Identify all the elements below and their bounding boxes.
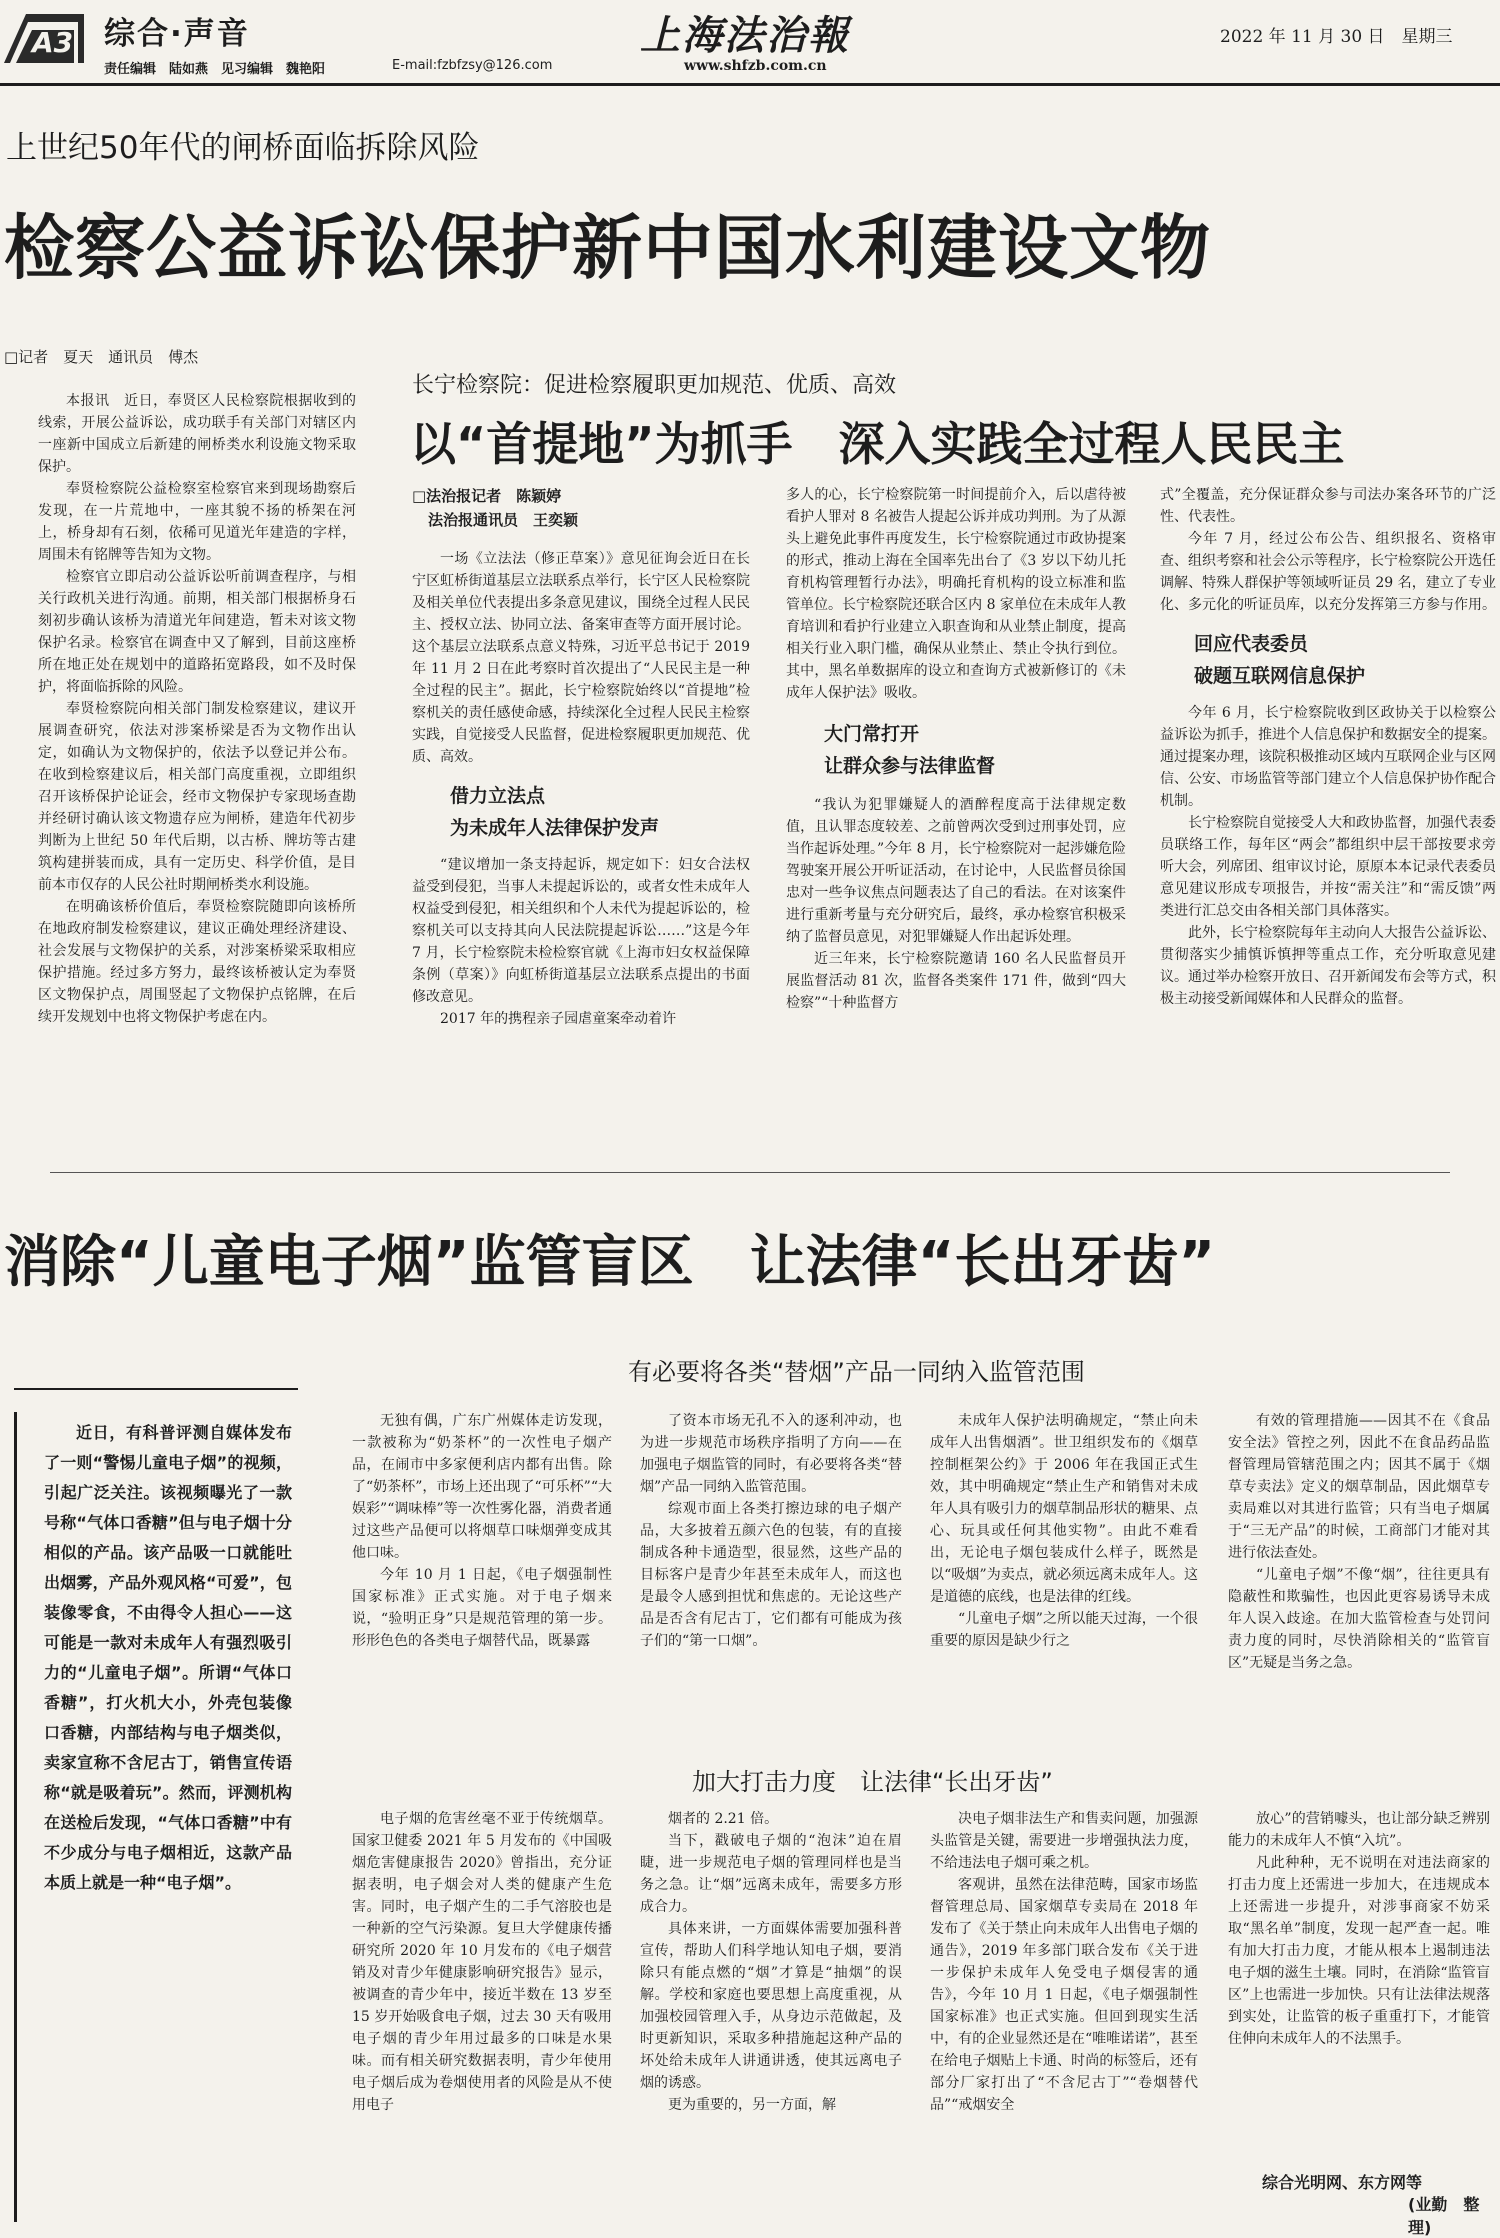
- article3-paragraph: 决电子烟非法生产和售卖问题，加强源头监管是关键，需要进一步增强执法力度，不给违法电子烟可乘之机。: [930, 1811, 1198, 1871]
- article2-column-2: [786, 484, 1126, 1178]
- page-number: A3: [32, 26, 74, 59]
- article3-paragraph: “儿童电子烟”不像“烟”，往往更具有隐蔽性和欺骗性，也因此更容易诱导未成年人误入歧途。在加大监管检查与处罚问责力度的同时，尽快消除相关的“监管盲区”无疑是当务之急。: [1228, 1567, 1490, 1671]
- article3-paragraph: 电子烟的危害丝毫不亚于传统烟草。国家卫健委 2021 年 5 月发布的《中国吸烟危害健康报告 2020》曾指出，充分证据表明，电子烟会对人类的健康产生危害。同时，电子烟产生的二手气溶胶也是一种新的空气污染源。复旦大学健康传播研究所 2020 年 10 月发布的《电子烟营销及对青少年健康影响研究报告》显示，被调查的青少年中，接近半数在 13 岁至 15 岁开始吸食电子烟，过去 30 天有吸用电子烟的青少年用过最多的口味是水果味。而有相关研究数据表明，青少年使用电子烟后成为卷烟使用者的风险是从不使用电子: [352, 1811, 612, 2113]
- article2-paragraph: 多人的心，长宁检察院第一时间提前介入，后以虐待被看护人罪对 8 名被告人提起公诉并成功判刑。为了从源头上避免此事件再度发生，长宁检察院通过市政协提案的形式，推动上海在全国率先出台了《3 岁以下幼儿托育机构管理暂行办法》，明确托育机构的设立标准和监管单位。长宁检察院还联合区内 8 家单位在未成年人教育培训和看护行业建立入职查询和从业禁止制度，提高相关行业入职门槛，确保从业禁止、禁止令执行到位。其中，黑名单数据库的设立和查询方式被新修订的《未成年人保护法》吸收。: [786, 487, 1126, 701]
- article1-kicker: 上世纪50年代的闸桥面临拆除风险: [6, 130, 480, 166]
- article3-source: 综合光明网、东方网等: [1262, 2173, 1423, 2192]
- article2-paragraph: 今年 7 月，经过公布公告、组织报名、资格审查、组织考察和社会公示等程序，长宁检察院公开选任调解、特殊人群保护等领域听证员 29 名，建立了专业化、多元化的听证员库，以充分发挥第三方参与作用。: [1160, 531, 1496, 613]
- article3-column: [1228, 1410, 1490, 1744]
- article3-paragraph: 有效的管理措施——因其不在《食品安全法》管控之列，因此不在食品药品监督管理局管辖范围之内；因其不属于《烟草专卖法》定义的烟草制品，因此烟草专卖局难以对其进行监管；只有当电子烟属于“三无产品”的时候，工商部门才能对其进行依法查处。: [1228, 1413, 1490, 1561]
- issue-date: 2022 年 11 月 30 日 星期三: [1220, 27, 1453, 47]
- article2-paragraph: 一场《立法法（修正草案）》意见征询会近日在长宁区虹桥街道基层立法联系点举行，长宁区人民检察院及相关单位代表提出多条意见建议，围绕全过程人民民主、授权立法、协同立法、备案审查等方面开展讨论。这个基层立法联系点意义特殊，习近平总书记于 2019 年 11 月 2 日在此考察时首次提出了“人民民主是一种全过程的民主”。据此，长宁检察院始终以“首提地”检察机关的责任感使命感，持续深化全过程人民民主检察实践，自觉接受人民监督，促进检察履职更加规范、优质、高效。: [412, 551, 750, 765]
- article2-paragraph: 此外，长宁检察院每年主动向人大报告公益诉讼、贯彻落实少捕慎诉慎押等重点工作，充分听取意见建议。通过举办检察开放日、召开新闻发布会等方式，积极主动接受新闻媒体和人民群众的监督。: [1160, 925, 1496, 1007]
- article2-paragraph: 长宁检察院自觉接受人大和政协监督，加强代表委员联络工作，每年区“两会”都组织中层干部按要求旁听大会，列席团、组审议讨论，原原本本记录代表委员意见建议形成专项报告，并按“需关注”和“需反馈”两类进行汇总交由各相关部门具体落实。: [1160, 815, 1496, 919]
- article2-paragraph: “建议增加一条支持起诉，规定如下：妇女合法权益受到侵犯，当事人未提起诉讼的，或者女性未成年人权益受到侵犯，相关组织和个人未代为提起诉讼的，检察机关可以支持其向人民法院提起诉讼……”这是今年 7 月，长宁检察院未检检察官就《上海市妇女权益保障条例（草案）》向虹桥街道基层立法联系点提出的书面修改意见。: [412, 857, 750, 1005]
- article3-column: [352, 1808, 612, 2226]
- section-divider: [50, 1172, 1450, 1173]
- article2-byline-reporter: □法治报记者 陈颖婷: [412, 487, 562, 505]
- article3-paragraph: 今年 10 月 1 日起，《电子烟强制性国家标准》正式实施。对于电子烟来说，“验明正身”只是规范管理的第一步。形形色色的各类电子烟替代品，既暴露: [352, 1567, 612, 1649]
- article2-paragraph: 2017 年的携程亲子园虐童案牵动着许: [440, 1011, 677, 1027]
- article3-paragraph: 未成年人保护法明确规定，“禁止向未成年人出售烟酒”。世卫组织发布的《烟草控制框架公约》于 2006 年在我国正式生效，其中明确规定“禁止生产和销售对未成年人具有吸引力的烟草制品形状的糖果、点心、玩具或任何其他实物”。由此不难看出，无论电子烟包装成什么样子，既然是以“吸烟”为卖点，就必须远离未成年人。这是道德的底线，也是法律的红线。: [930, 1413, 1198, 1605]
- article2-subhead-1a: 借力立法点: [450, 785, 546, 807]
- article2-paragraph: 式”全覆盖，充分保证群众参与司法办案各环节的广泛性、代表性。: [1160, 487, 1496, 525]
- article2-subhead-2a: 大门常打开: [824, 723, 920, 745]
- masthead: [0, 0, 1500, 88]
- sidebar-left-rule: [14, 1412, 17, 2222]
- article3-column: [930, 1808, 1198, 2226]
- article2-column-1: [412, 548, 750, 1178]
- article3-editor-note: (业勤 整理): [1408, 2195, 1480, 2237]
- article1-paragraph: 奉贤检察院公益检察室检察官来到现场勘察后发现，在一片荒地中，一座其貌不扬的桥架在河上，桥身却有石刻，依稀可见道光年建造的字样，周围未有铭牌等告知为文物。: [38, 481, 356, 563]
- sidebar-text: 近日，有科普评测自媒体发布了一则“警惕儿童电子烟”的视频，引起广泛关注。该视频曝光了一款号称“气体口香糖”但与电子烟十分相似的产品。该产品吸一口就能吐出烟雾，产品外观风格“可爱”，包装像零食，不由得令人担心——这可能是一款对未成年人有强烈吸引力的“儿童电子烟”。所谓“气体口香糖”，打火机大小，外壳包装像口香糖，内部结构与电子烟类似，卖家宣称不含尼古丁，销售宣传语称“就是吸着玩”。然而，评测机构在送检后发现，“气体口香糖”中有不少成分与电子烟相近，这款产品本质上就是一种“电子烟”。: [44, 1423, 292, 1892]
- article2-column-3: [1160, 484, 1496, 1178]
- article3-paragraph: 客观讲，虽然在法律范畴，国家市场监督管理总局、国家烟草专卖局在 2018 年发布了《关于禁止向未成年人出售电子烟的通告》，2019 年多部门联合发布《关于进一步保护未成年人免受电子烟侵害的通告》，今年 10 月 1 日起，《电子烟强制性国家标准》也正式实施。但回到现实生活中，有的企业显然还是在“唯唯诺诺”，甚至在给电子烟贴上卡通、时尚的标签后，还有部分厂家打出了“不含尼古丁”“卷烟替代品”“戒烟安全: [930, 1877, 1198, 2113]
- article1-byline: □记者 夏天 通讯员 傅杰: [4, 348, 199, 366]
- article2-byline: [412, 484, 578, 532]
- article3-column: [640, 1808, 902, 2226]
- article3-sidebar: [44, 1418, 292, 1978]
- article3-column: [1228, 1808, 1490, 2226]
- article3-paragraph: 烟者的 2.21 倍。: [668, 1811, 779, 1827]
- article1-paragraph: 本报讯 近日，奉贤区人民检察院根据收到的线索，开展公益诉讼，成功联手有关部门对辖区内一座新中国成立后新建的闸桥类水利设施文物采取保护。: [38, 393, 356, 475]
- article3-paragraph: 无独有偶，广东广州媒体走访发现，一款被称为“奶茶杯”的一次性电子烟产品，在闹市中多家便利店内都有出售。除了“奶茶杯”，市场上还出现了“可乐杯”“大娱彩”“调味棒”等一次性雾化器，消费者通过这些产品便可以将烟草口味烟弹变成其他口味。: [352, 1413, 612, 1561]
- paper-name-logo: 上海法治報: [640, 12, 850, 59]
- article2-subhead-3b: 破题互联网信息保护: [1194, 665, 1366, 687]
- page-number-badge: [4, 8, 94, 68]
- editors-line: 责任编辑 陆如燕 见习编辑 魏艳阳: [104, 62, 326, 77]
- masthead-divider: [0, 83, 1500, 86]
- article3-column: [640, 1410, 902, 1744]
- article2-subhead-1b: 为未成年人法律保护发声: [450, 817, 660, 839]
- article2-paragraph: 近三年来，长宁检察院邀请 160 名人民监督员开展监督活动 81 次，监督各类案件 171 件，做到“四大检察”“十种监督方: [786, 951, 1126, 1011]
- article3-column: [352, 1410, 612, 1744]
- article3-paragraph: 具体来讲，一方面媒体需要加强科普宣传，帮助人们科学地认知电子烟，要消除只有能点燃的“烟”才算是“抽烟”的误解。学校和家庭也要思想上高度重视，从加强校园管理入手，从身边示范做起，及时更新知识，采取多种措施起这种产品的坏处给未成年人讲通讲透，使其远离电子烟的诱惑。: [640, 1921, 902, 2091]
- article3-headline: 消除“儿童电子烟”监管盲区 让法律“长出牙齿”: [4, 1230, 1216, 1295]
- article2-headline: 以“首提地”为抓手 深入实践全过程人民民主: [410, 417, 1345, 471]
- article3-paragraph: 综观市面上各类打擦边球的电子烟产品，大多披着五颜六色的包装，有的直接制成各种卡通造型，很显然，这些产品的目标客户是青少年甚至未成年人，而这也是最令人感到担忧和焦虑的。无论这些产品是否含有尼古丁，它们都有可能成为孩子们的“第一口烟”。: [640, 1501, 902, 1649]
- article3-paragraph: 当下，戳破电子烟的“泡沫”迫在眉睫，进一步规范电子烟的管理同样也是当务之急。让“烟”远离未成年，需要多方形成合力。: [640, 1833, 902, 1915]
- article2-subhead-2b: 让群众参与法律监督: [824, 755, 996, 777]
- article3-paragraph: 了资本市场无孔不入的逐利冲动，也为进一步规范市场秩序指明了方向——在加强电子烟监管的同时，有必要将各类“替烟”产品一同纳入监管范围。: [640, 1413, 902, 1495]
- section-title: 综合·声音: [104, 16, 250, 52]
- article3-column: [930, 1410, 1198, 1744]
- website[interactable]: www.shfzb.com.cn: [684, 58, 827, 74]
- article2-paragraph: 今年 6 月，长宁检察院收到区政协关于以检察公益诉讼为抓手，推进个人信息保护和数据安全的提案。通过提案办理，该院积极推动区域内互联网企业与区网信、公安、市场监管等部门建立个人信息保护协作配合机制。: [1160, 705, 1496, 809]
- article1-headline: 检察公益诉讼保护新中国水利建设文物: [4, 207, 1211, 289]
- article2-byline-correspondent: 法治报通讯员 王奕颖: [428, 511, 579, 529]
- sidebar-top-rule: [14, 1388, 298, 1390]
- article2-paragraph: “我认为犯罪嫌疑人的酒醉程度高于法律规定数值，且认罪态度较差、之前曾两次受到过刑事处罚，应当作起诉处理。”今年 8 月，长宁检察院对一起涉嫌危险驾驶案开展公开听证活动，在讨论中，人民监督员徐国忠对一些争议焦点问题表达了自己的看法。在对该案件进行重新考量与充分研究后，最终，承办检察官积极采纳了监督员意见，对犯罪嫌疑人作出起诉处理。: [786, 797, 1126, 945]
- email-line: E-mail:fzbfzsy@126.com: [392, 58, 553, 73]
- article2-kicker: 长宁检察院：促进检察履职更加规范、优质、高效: [412, 373, 897, 398]
- article1-paragraph: 检察官立即启动公益诉讼听前调查程序，与相关行政机关进行沟通。前期，相关部门根据桥身石刻初步确认该桥为清道光年间建造，暂未对该文物保护名录。检察官在调查中又了解到，目前这座桥所在地正处在规划中的道路拓宽路段，如不及时保护，将面临拆除的风险。: [38, 569, 356, 695]
- article3-paragraph: 放心”的营销噱头，也让部分缺乏辨别能力的未成年人不慎“入坑”。: [1228, 1811, 1490, 1849]
- article1-paragraph: 在明确该桥价值后，奉贤检察院随即向该桥所在地政府制发检察建议，建议正确处理经济建设、社会发展与文物保护的关系，对涉案桥梁采取相应保护措施。经过多方努力，最终该桥被认定为奉贤区文物保护点，周围竖起了文物保护点铭牌，在后续开发规划中也将文物保护考虑在内。: [38, 899, 356, 1025]
- article1-body: [38, 390, 356, 1176]
- article3-paragraph: 凡此种种，无不说明在对违法商家的打击力度上还需进一步加大，在违规成本上还需进一步提升，对涉事商家不妨采取“黑名单”制度，发现一起严查一起。唯有加大打击力度，才能从根本上遏制违法电子烟的滋生土壤。同时，在消除“监管盲区”上也需进一步加快。只有让法律法规落到实处，让监管的板子重重打下，才能管住伸向未成年人的不法黑手。: [1228, 1855, 1490, 2047]
- article3-subhead-2: 加大打击力度 让法律“长出牙齿”: [692, 1768, 1053, 1796]
- article3-paragraph: “儿童电子烟”之所以能天过海，一个很重要的原因是缺少行之: [930, 1611, 1198, 1649]
- article2-subhead-3a: 回应代表委员: [1194, 633, 1309, 655]
- article3-subhead-1: 有必要将各类“替烟”产品一同纳入监管范围: [628, 1358, 1085, 1386]
- article1-paragraph: 奉贤检察院向相关部门制发检察建议，建议开展调查研究，依法对涉案桥梁是否为文物作出认定，如确认为文物保护的，依法予以登记并公布。在收到检察建议后，相关部门高度重视，立即组织召开该桥保护论证会，经市文物保护专家现场查勘并经研讨确认该文物遗存应为闸桥，建造年代初步判断为上世纪 50 年代后期，以古桥、牌坊等古建筑构建拼装而成，具有一定历史、科学价值，是目前本市仅存的人民公社时期闸桥类水利设施。: [38, 701, 356, 893]
- article3-paragraph: 更为重要的，另一方面，解: [668, 2097, 836, 2113]
